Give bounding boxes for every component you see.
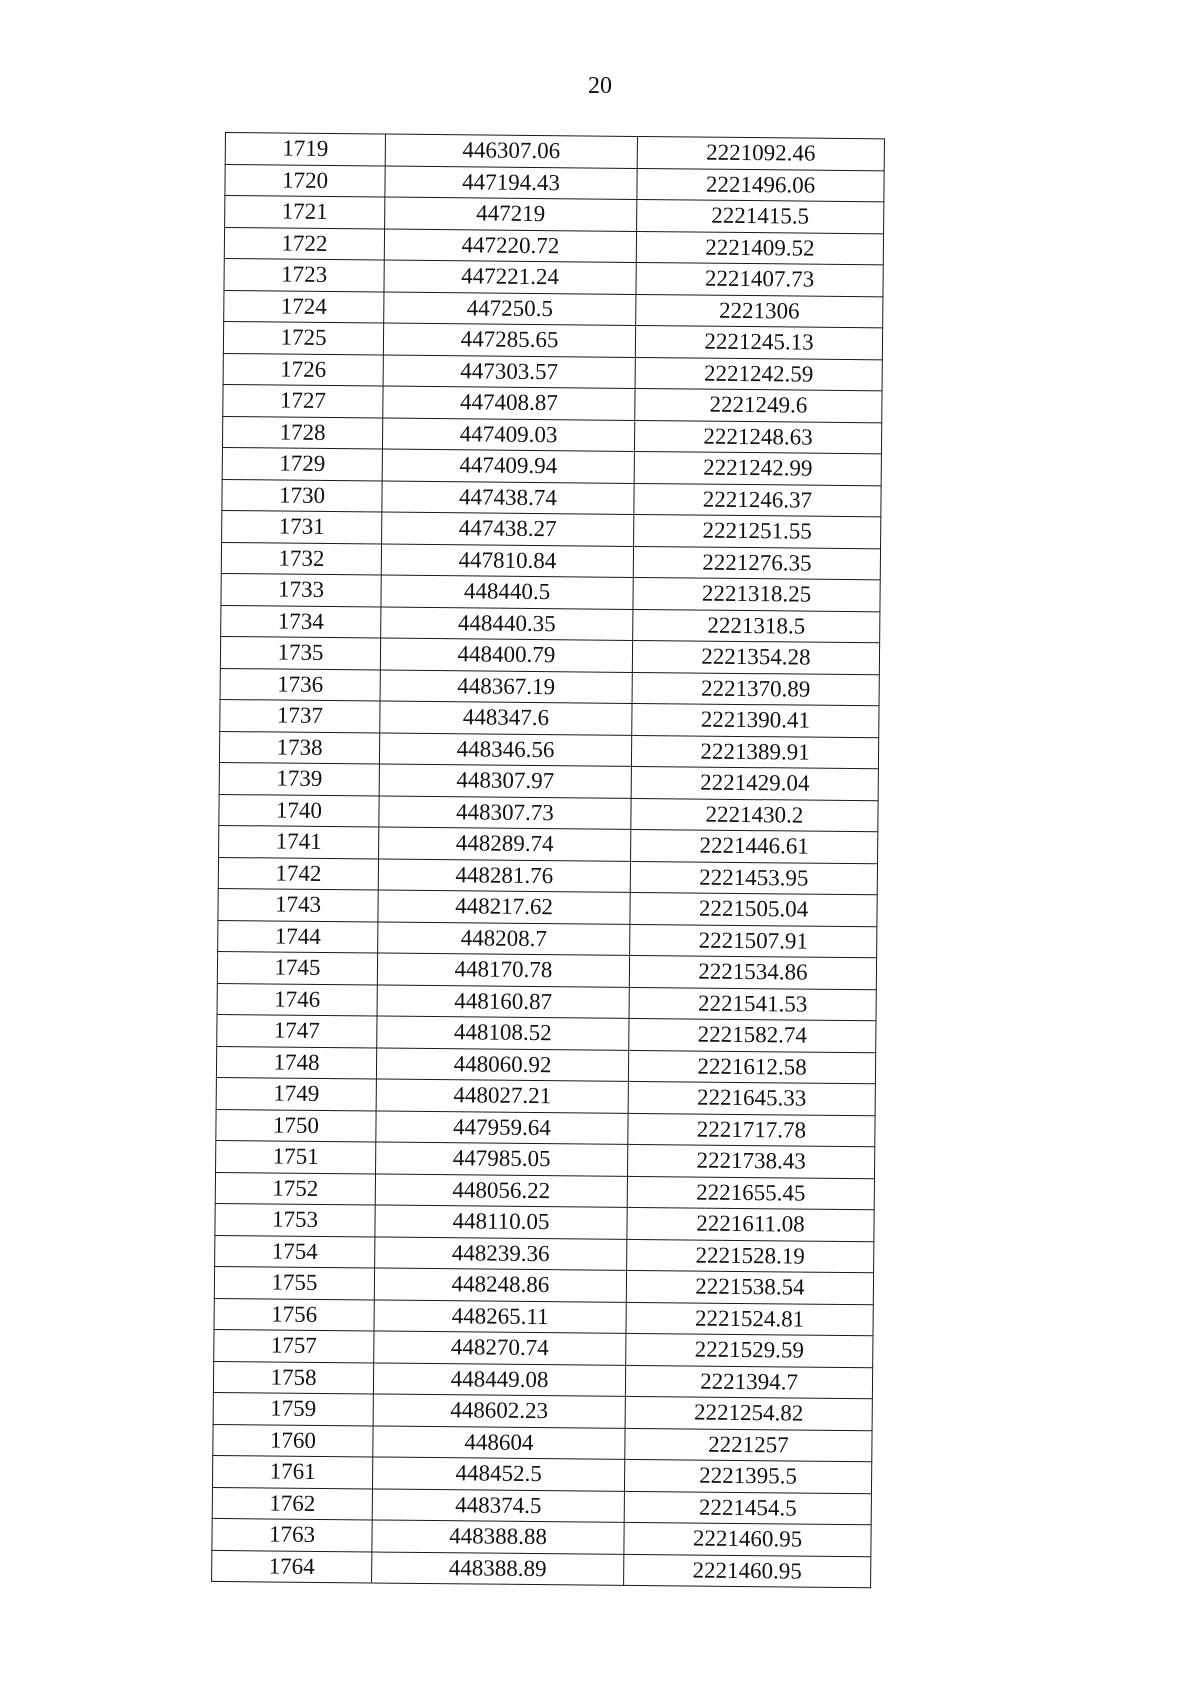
y-coordinate-cell: 2221611.08	[627, 1207, 874, 1241]
point-number-cell: 1720	[225, 164, 385, 197]
x-coordinate-cell: 448239.36	[375, 1236, 627, 1270]
y-coordinate-cell: 2221460.95	[624, 1554, 871, 1588]
x-coordinate-cell: 448307.97	[379, 764, 631, 798]
x-coordinate-cell: 448027.21	[376, 1079, 628, 1113]
y-coordinate-cell: 2221242.99	[634, 451, 881, 485]
y-coordinate-cell: 2221538.54	[626, 1270, 873, 1304]
x-coordinate-cell: 448440.5	[381, 575, 633, 609]
point-number-cell: 1758	[213, 1361, 373, 1394]
x-coordinate-cell: 448217.62	[378, 890, 630, 924]
x-coordinate-cell: 447220.72	[384, 229, 636, 263]
y-coordinate-cell: 2221717.78	[628, 1113, 875, 1147]
point-number-cell: 1733	[221, 573, 381, 606]
point-number-cell: 1738	[219, 731, 379, 764]
x-coordinate-cell: 448307.73	[379, 796, 631, 830]
y-coordinate-cell: 2221429.04	[631, 766, 878, 800]
y-coordinate-cell: 2221390.41	[632, 703, 879, 737]
point-number-cell: 1763	[212, 1518, 372, 1551]
x-coordinate-cell: 447408.87	[383, 386, 635, 420]
x-coordinate-cell: 448449.08	[373, 1362, 625, 1396]
point-number-cell: 1728	[222, 416, 382, 449]
y-coordinate-cell: 2221407.73	[636, 262, 883, 296]
point-number-cell: 1740	[219, 794, 379, 827]
y-coordinate-cell: 2221460.95	[624, 1522, 871, 1556]
x-coordinate-cell: 448452.5	[372, 1457, 624, 1491]
x-coordinate-cell: 446307.06	[385, 134, 637, 168]
point-number-cell: 1726	[223, 353, 383, 386]
point-number-cell: 1742	[218, 857, 378, 890]
x-coordinate-cell: 447285.65	[383, 323, 635, 357]
x-coordinate-cell: 447409.94	[382, 449, 634, 483]
point-number-cell: 1761	[212, 1455, 372, 1488]
x-coordinate-cell: 447221.24	[384, 260, 636, 294]
point-number-cell: 1737	[220, 699, 380, 732]
y-coordinate-cell: 2221251.55	[634, 514, 881, 548]
point-number-cell: 1741	[219, 825, 379, 858]
y-coordinate-cell: 2221409.52	[636, 231, 883, 265]
point-number-cell: 1764	[212, 1550, 372, 1583]
point-number-cell: 1744	[218, 920, 378, 953]
x-coordinate-cell: 448289.74	[379, 827, 631, 861]
point-number-cell: 1750	[216, 1109, 376, 1142]
point-number-cell: 1734	[221, 605, 381, 638]
y-coordinate-cell: 2221534.86	[629, 955, 876, 989]
point-number-cell: 1729	[222, 447, 382, 480]
y-coordinate-cell: 2221415.5	[637, 199, 884, 233]
x-coordinate-cell: 448346.56	[379, 733, 631, 767]
coordinates-table	[211, 132, 885, 1588]
x-coordinate-cell: 447194.43	[385, 166, 637, 200]
point-number-cell: 1724	[224, 290, 384, 323]
x-coordinate-cell: 448170.78	[377, 953, 629, 987]
y-coordinate-cell: 2221249.6	[635, 388, 882, 422]
x-coordinate-cell: 448388.88	[372, 1520, 624, 1554]
y-coordinate-cell: 2221318.5	[633, 609, 880, 643]
table-row	[212, 1550, 871, 1588]
y-coordinate-cell: 2221257	[625, 1428, 872, 1462]
y-coordinate-cell: 2221496.06	[637, 168, 884, 202]
y-coordinate-cell: 2221430.2	[631, 798, 878, 832]
point-number-cell: 1732	[221, 542, 381, 575]
x-coordinate-cell: 448440.35	[381, 607, 633, 641]
point-number-cell: 1727	[223, 384, 383, 417]
point-number-cell: 1749	[216, 1077, 376, 1110]
page-number: 20	[588, 73, 612, 99]
x-coordinate-cell: 448602.23	[373, 1394, 625, 1428]
y-coordinate-cell: 2221645.33	[628, 1081, 875, 1115]
point-number-cell: 1739	[219, 762, 379, 795]
x-coordinate-cell: 447409.03	[382, 418, 634, 452]
y-coordinate-cell: 2221254.82	[625, 1396, 872, 1430]
point-number-cell: 1752	[215, 1172, 375, 1205]
point-number-cell: 1757	[214, 1329, 374, 1362]
x-coordinate-cell: 448400.79	[380, 638, 632, 672]
y-coordinate-cell: 2221395.5	[624, 1459, 871, 1493]
y-coordinate-cell: 2221394.7	[625, 1365, 872, 1399]
y-coordinate-cell: 2221612.58	[628, 1050, 875, 1084]
x-coordinate-cell: 447810.84	[381, 544, 633, 578]
y-coordinate-cell: 2221446.61	[631, 829, 878, 863]
point-number-cell: 1719	[225, 133, 385, 166]
x-coordinate-cell: 448208.7	[378, 922, 630, 956]
y-coordinate-cell: 2221248.63	[634, 420, 881, 454]
x-coordinate-cell: 448160.87	[377, 985, 629, 1019]
y-coordinate-cell: 2221276.35	[633, 546, 880, 580]
point-number-cell: 1756	[214, 1298, 374, 1331]
x-coordinate-cell: 448281.76	[378, 859, 630, 893]
x-coordinate-cell: 448110.05	[375, 1205, 627, 1239]
y-coordinate-cell: 2221242.59	[635, 357, 882, 391]
point-number-cell: 1731	[222, 510, 382, 543]
x-coordinate-cell: 448388.89	[372, 1551, 624, 1585]
y-coordinate-cell: 2221582.74	[629, 1018, 876, 1052]
y-coordinate-cell: 2221370.89	[632, 672, 879, 706]
point-number-cell: 1723	[224, 258, 384, 291]
y-coordinate-cell: 2221655.45	[627, 1176, 874, 1210]
y-coordinate-cell: 2221529.59	[626, 1333, 873, 1367]
x-coordinate-cell: 448347.6	[380, 701, 632, 735]
point-number-cell: 1747	[217, 1014, 377, 1047]
y-coordinate-cell: 2221541.53	[629, 987, 876, 1021]
point-number-cell: 1754	[215, 1235, 375, 1268]
x-coordinate-cell: 448604	[373, 1425, 625, 1459]
x-coordinate-cell: 448248.86	[374, 1268, 626, 1302]
y-coordinate-cell: 2221246.37	[634, 483, 881, 517]
y-coordinate-cell: 2221524.81	[626, 1302, 873, 1336]
point-number-cell: 1743	[218, 888, 378, 921]
x-coordinate-cell: 447219	[385, 197, 637, 231]
x-coordinate-cell: 448367.19	[380, 670, 632, 704]
y-coordinate-cell: 2221738.43	[627, 1144, 874, 1178]
point-number-cell: 1751	[216, 1140, 376, 1173]
point-number-cell: 1721	[225, 196, 385, 229]
y-coordinate-cell: 2221528.19	[627, 1239, 874, 1273]
point-number-cell: 1746	[217, 983, 377, 1016]
x-coordinate-cell: 447303.57	[383, 355, 635, 389]
point-number-cell: 1762	[212, 1487, 372, 1520]
point-number-cell: 1730	[222, 479, 382, 512]
y-coordinate-cell: 2221354.28	[632, 640, 879, 674]
point-number-cell: 1748	[216, 1046, 376, 1079]
table-body	[212, 133, 885, 1588]
x-coordinate-cell: 448270.74	[374, 1331, 626, 1365]
x-coordinate-cell: 448056.22	[375, 1173, 627, 1207]
y-coordinate-cell: 2221306	[636, 294, 883, 328]
point-number-cell: 1722	[224, 227, 384, 260]
x-coordinate-cell: 447985.05	[376, 1142, 628, 1176]
point-number-cell: 1755	[214, 1266, 374, 1299]
y-coordinate-cell: 2221453.95	[630, 861, 877, 895]
x-coordinate-cell: 447438.74	[382, 481, 634, 515]
point-number-cell: 1759	[213, 1392, 373, 1425]
point-number-cell: 1745	[217, 951, 377, 984]
point-number-cell: 1735	[220, 636, 380, 669]
x-coordinate-cell: 448108.52	[377, 1016, 629, 1050]
y-coordinate-cell: 2221092.46	[637, 136, 884, 170]
x-coordinate-cell: 448374.5	[372, 1488, 624, 1522]
y-coordinate-cell: 2221389.91	[631, 735, 878, 769]
x-coordinate-cell: 448265.11	[374, 1299, 626, 1333]
y-coordinate-cell: 2221507.91	[630, 924, 877, 958]
point-number-cell: 1760	[213, 1424, 373, 1457]
y-coordinate-cell: 2221454.5	[624, 1491, 871, 1525]
x-coordinate-cell: 447250.5	[384, 292, 636, 326]
y-coordinate-cell: 2221318.25	[633, 577, 880, 611]
point-number-cell: 1725	[223, 321, 383, 354]
x-coordinate-cell: 447438.27	[382, 512, 634, 546]
y-coordinate-cell: 2221245.13	[635, 325, 882, 359]
x-coordinate-cell: 448060.92	[376, 1047, 628, 1081]
y-coordinate-cell: 2221505.04	[630, 892, 877, 926]
x-coordinate-cell: 447959.64	[376, 1110, 628, 1144]
point-number-cell: 1736	[220, 668, 380, 701]
point-number-cell: 1753	[215, 1203, 375, 1236]
